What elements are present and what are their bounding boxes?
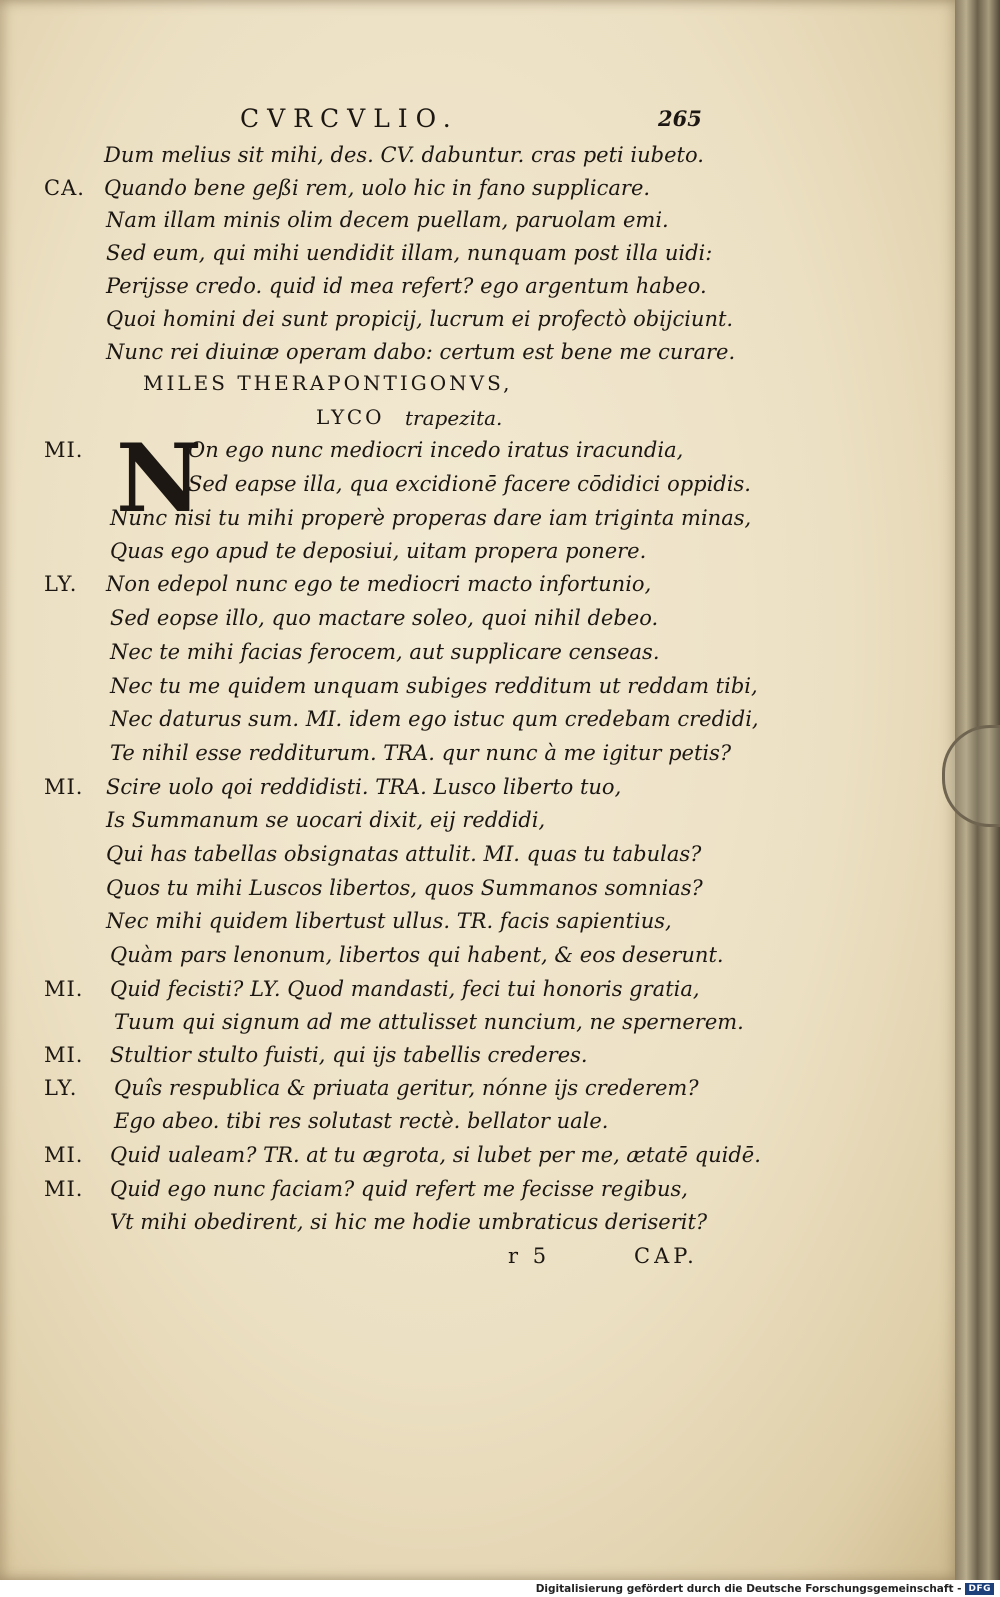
verse-line: Quid fecisti? LY. Quod mandasti, feci tui honoris gratia,	[110, 977, 700, 1001]
footer-bar	[0, 1580, 1000, 1597]
verse-line: Nec mihi quidem libertust ullus. TR. facis sapientius,	[106, 909, 672, 933]
verse-line: Stultior stulto fuisti, qui ijs tabellis crederes.	[110, 1043, 588, 1067]
scene-heading-rest: trapezita.	[405, 406, 503, 430]
verse-line: Vt mihi obedirent, si hic me hodie umbraticus deriserit?	[110, 1210, 708, 1234]
verse-line: Qui has tabellas obsignatas attulit. MI. quas tu tabulas?	[106, 842, 702, 866]
verse-line: Dum melius sit mihi, des. CV. dabuntur. cras peti iubeto.	[104, 143, 704, 167]
speaker-label: LY.	[44, 572, 78, 596]
verse-line: Nec te mihi facias ferocem, aut supplicare censeas.	[110, 640, 660, 664]
speaker-label: MI.	[44, 775, 84, 799]
verse-line: Nec tu me quidem unquam subiges redditum ut reddam tibi,	[110, 674, 758, 698]
verse-line: Sed eapse illa, qua excidionē facere cōdidici oppidis.	[188, 472, 751, 496]
speaker-label: MI.	[44, 438, 84, 462]
scene-heading: MILES THERAPONTIGONVS,	[143, 371, 513, 395]
speaker-label: CA.	[44, 176, 85, 200]
verse-line: Quàm pars lenonum, libertos qui habent, & eos deserunt.	[110, 943, 724, 967]
verse-line: Quid ego nunc faciam? quid refert me fecisse regibus,	[110, 1177, 688, 1201]
footer-credit: Digitalisierung gefördert durch die Deutsche Forschungsgemeinschaft -	[535, 1582, 962, 1595]
scene-heading-caps: LYCO	[316, 405, 385, 429]
verse-line: Nam illam minis olim decem puellam, paruolam emi.	[106, 208, 669, 232]
verse-line: Is Summanum se uocari dixit, eij reddidi,	[106, 808, 546, 832]
verse-line: Te nihil esse redditurum. TRA. qur nunc à me igitur petis?	[110, 741, 732, 765]
dfg-logo: DFG	[965, 1583, 994, 1595]
speaker-label: MI.	[44, 1043, 84, 1067]
catchword: CAP.	[634, 1244, 698, 1268]
verse-line: Quas ego apud te deposiui, uitam propera ponere.	[110, 539, 647, 563]
verse-line: Nec daturus sum. MI. idem ego istuc qum credebam credidi,	[110, 707, 759, 731]
verse-line: Quando bene geßi rem, uolo hic in fano supplicare.	[104, 176, 651, 200]
verse-line: Nunc rei diuinæ operam dabo: certum est bene me curare.	[106, 340, 736, 364]
verse-line: Scire uolo qoi reddidisti. TRA. Lusco liberto tuo,	[106, 775, 622, 799]
speaker-label: MI.	[44, 1143, 84, 1167]
verse-line: Sed eum, qui mihi uendidit illam, nunquam post illa uidi:	[106, 241, 713, 265]
verse-line: Tuum qui signum ad me attulisset nuncium, ne spernerem.	[114, 1010, 744, 1034]
running-title: CVRCVLIO.	[240, 104, 459, 133]
verse-line: Quid ualeam? TR. at tu ægrota, si lubet per me, ætatē quidē.	[110, 1143, 761, 1167]
verse-line: On ego nunc mediocri incedo iratus iracundia,	[188, 438, 684, 462]
verse-line: Quîs respublica & priuata geritur, nónne ijs crederem?	[114, 1076, 699, 1100]
verse-line: Non edepol nunc ego te mediocri macto infortunio,	[106, 572, 652, 596]
verse-line: Ego abeo. tibi res solutast rectè. bellator uale.	[114, 1109, 609, 1133]
signature-mark: r 5	[508, 1244, 551, 1268]
speaker-label: LY.	[44, 1076, 78, 1100]
verse-line: Quos tu mihi Luscos libertos, quos Summanos somnias?	[106, 876, 703, 900]
speaker-label: MI.	[44, 1177, 84, 1201]
verse-line: Quoi homini dei sunt propicij, lucrum ei profectò obijciunt.	[106, 307, 734, 331]
verse-line: Perijsse credo. quid id mea refert? ego argentum habeo.	[106, 274, 707, 298]
page-number: 265	[658, 106, 702, 131]
drop-cap: N	[116, 424, 202, 534]
verse-line: Nunc nisi tu mihi properè properas dare iam triginta minas,	[110, 506, 752, 530]
speaker-label: MI.	[44, 977, 84, 1001]
verse-line: Sed eopse illo, quo mactare soleo, quoi nihil debeo.	[110, 606, 659, 630]
